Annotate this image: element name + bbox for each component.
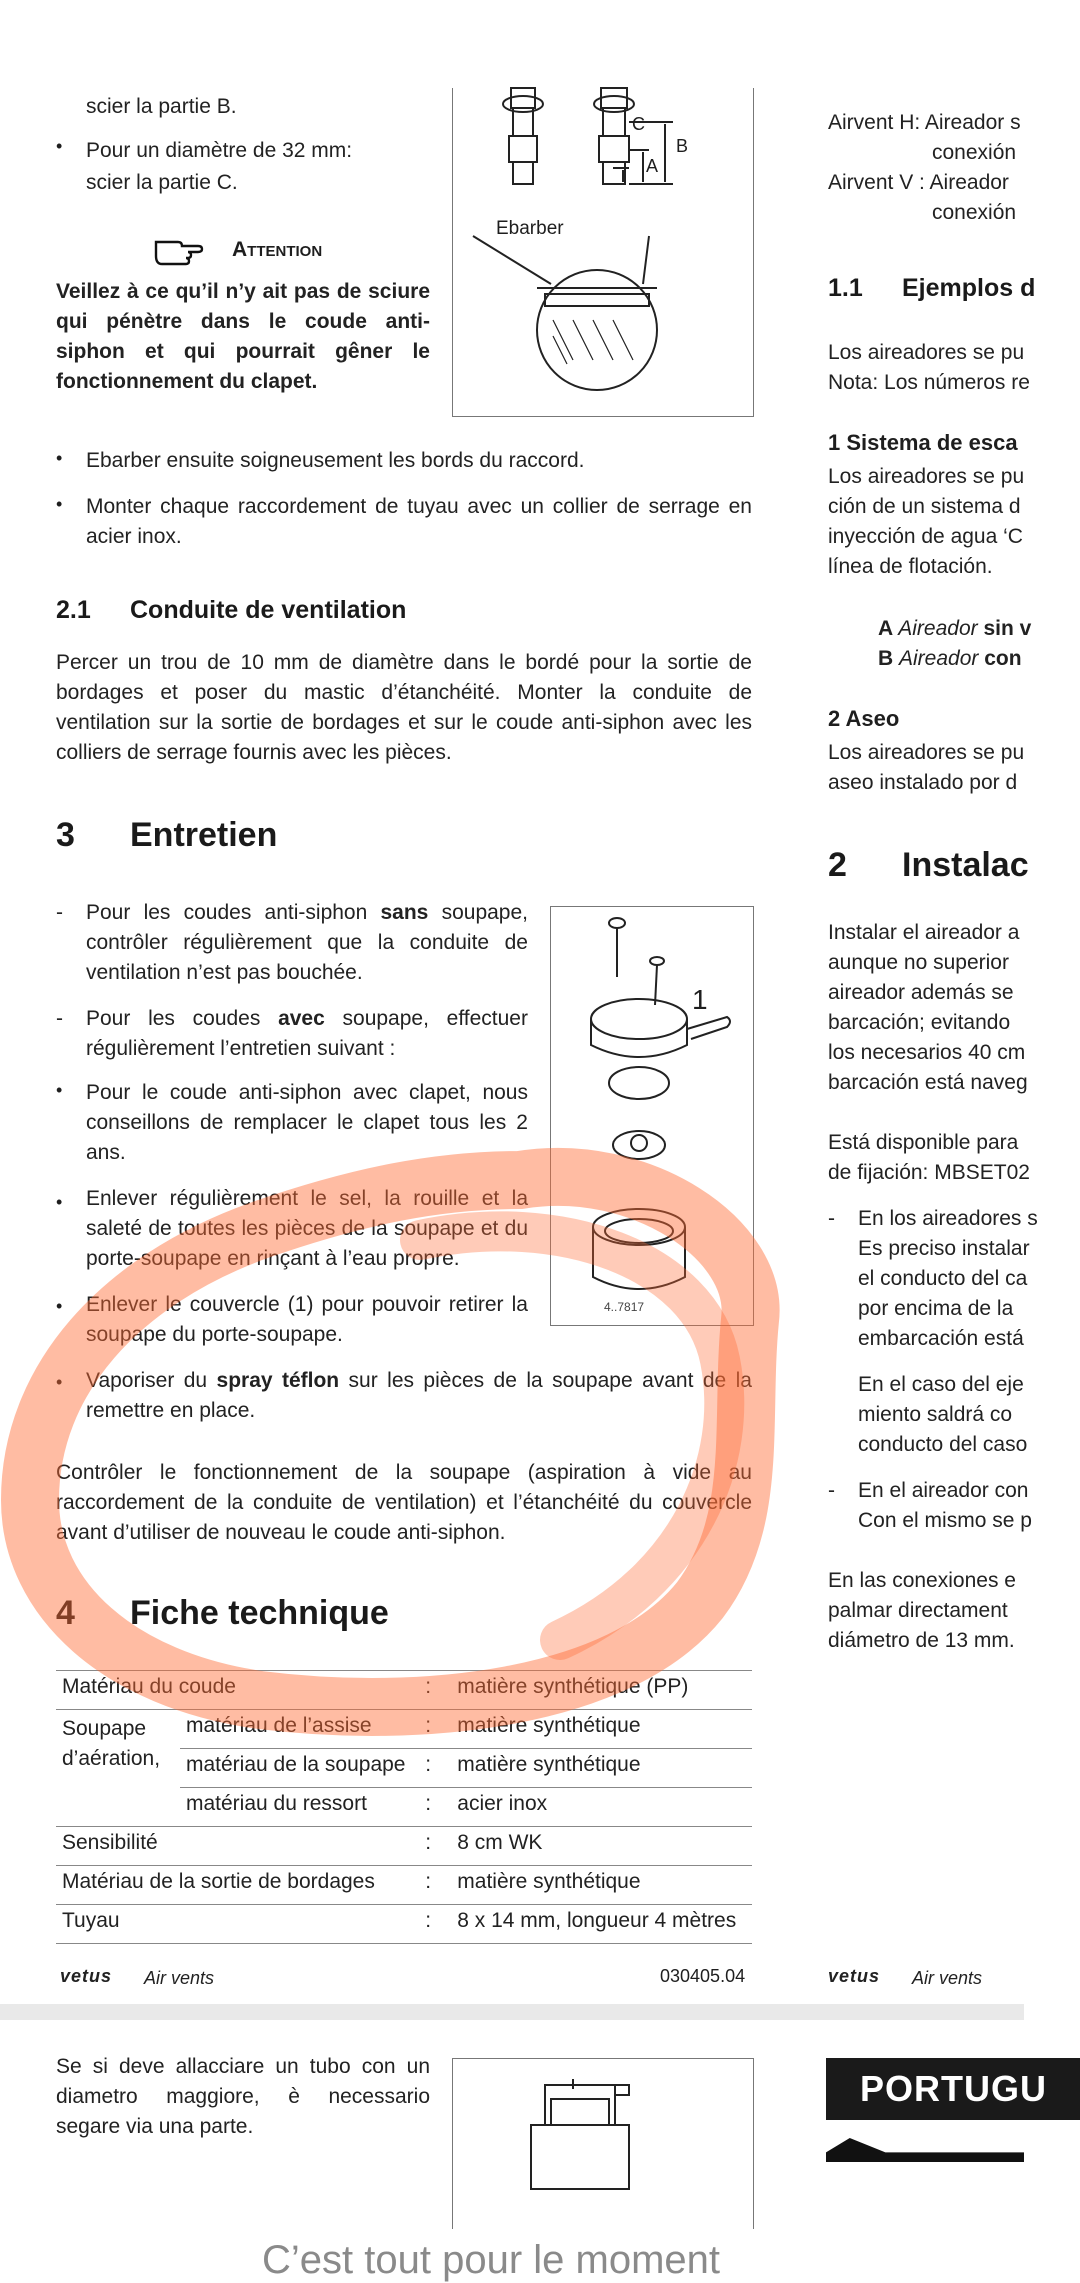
text-line: el conducto del ca (858, 1267, 1028, 1290)
attention-title: Attention (232, 238, 323, 261)
bullet: • (56, 136, 63, 156)
table-row (56, 1866, 752, 1905)
bullet: • (56, 1192, 63, 1212)
text-line: palmar directament (828, 1599, 1008, 1622)
table-cell: matériau de la soupape (180, 1749, 419, 1788)
footer-code: 030405.04 (660, 1966, 746, 1986)
entretien-item: Vaporiser du spray téflon sur les pièces de la soupape avant de la remettre en place. (86, 1369, 752, 1422)
table-cell: Soupape d’aération, (62, 1717, 161, 1770)
text-line: por encima de la (858, 1297, 1014, 1320)
entretien-item: Enlever le couvercle (1) pour pouvoir retirer la soupape du porte-soupape. (86, 1293, 528, 1346)
bullet-text: Monter chaque raccordement de tuyau avec un collier de serrage en acier inox. (86, 495, 752, 548)
entretien-item: Enlever régulièrement le sel, la rouille et la saleté de toutes les pièces de la soupape et du porte-soupape en rinçant à l’eau propre. (86, 1187, 528, 1270)
dash: - (56, 1007, 63, 1030)
cropped-heading (826, 2138, 1024, 2162)
text-line: Airvent V : Aireador (828, 171, 1009, 194)
table-row (56, 1710, 752, 1749)
text-line: Los aireadores se pu (828, 341, 1025, 364)
text-line: Pour un diamètre de 32 mm: (86, 139, 353, 162)
section-title: Instalac (902, 846, 1029, 884)
text-line: miento saldrá co (858, 1403, 1013, 1426)
entretien-item: Pour les coudes avec soupape, effectuer régulièrement l’entretien suivant : (86, 1007, 528, 1060)
vetus-logo: vetus (60, 1966, 113, 1986)
next-page-text: Se si deve allacciare un tubo con un diametro maggiore, è necessario segare via una parte. (56, 2055, 430, 2138)
table-cell: 8 x 14 mm, longueur 4 mètres (451, 1905, 752, 1944)
language-banner: PORTUGU (826, 2058, 1080, 2120)
table-row (56, 1671, 752, 1710)
table-cell: : (419, 1905, 451, 1944)
text-line: Con el mismo se p (858, 1509, 1032, 1532)
section-title: Fiche technique (130, 1594, 389, 1632)
bullet: • (56, 494, 63, 514)
table-cell: : (419, 1749, 451, 1788)
text-line: scier la partie B. (86, 95, 237, 118)
text-line: Es preciso instalar (858, 1237, 1030, 1260)
table-cell: matière synthétique (PP) (457, 1675, 689, 1698)
text-line: aireador además se (828, 981, 1014, 1004)
text-line: diámetro de 13 mm. (828, 1629, 1015, 1652)
text-line: En el caso del eje (858, 1373, 1024, 1396)
table-cell: : (419, 1866, 451, 1905)
footer-text: Air vents (144, 1968, 215, 1988)
text-line: Airvent H: Aireador s (828, 111, 1021, 134)
section-number: 1.1 (828, 274, 863, 302)
table-cell: matériau de l’assise (180, 1710, 419, 1749)
table-cell: : (419, 1710, 451, 1749)
text-line: En los aireadores s (858, 1207, 1038, 1230)
text-line: scier la partie C. (86, 171, 238, 194)
table-cell: : (419, 1827, 451, 1866)
text-line: los necesarios 40 cm (828, 1041, 1026, 1064)
section-number: 2 (828, 846, 847, 884)
text-line: de fijación: MBSET02 (828, 1161, 1030, 1184)
bullet: • (56, 448, 63, 468)
table-cell: : (425, 1675, 432, 1698)
table-cell: matière synthétique (451, 1710, 752, 1749)
bullet-text: Ebarber ensuite soigneusement les bords du raccord. (86, 449, 585, 472)
subsection-title: 1 Sistema de esca (828, 430, 1018, 455)
section-number: 3 (56, 816, 75, 854)
bullet: • (56, 1296, 63, 1316)
section-text: Percer un trou de 10 mm de diamètre dans le bordé pour la sortie de bordages et poser du mastic d’étanchéité. Monter la conduite de ventilation sur la sortie de bordages et sur le coude anti-siphon avec les colliers de serrage fournis avec les pièces. (56, 651, 752, 764)
text-line: Instalar el aireador a (828, 921, 1020, 944)
table-row (56, 1827, 752, 1866)
text-line: En las conexiones e (828, 1569, 1016, 1592)
text-line: Está disponible para (828, 1131, 1019, 1154)
figure-valve-parts (550, 906, 754, 1326)
dash: - (828, 1207, 835, 1230)
text-line: conexión (932, 141, 1017, 164)
controle-text: Contrôler le fonctionnement de la soupape (aspiration à vide au raccordement de la conduite de ventilation) et l’étanchéité du couvercle avant d’utiliser de nouveau le coude anti-siphon. (56, 1461, 752, 1544)
table-cell: : (419, 1788, 451, 1827)
text-line: Los aireadores se pu (828, 465, 1025, 488)
section-title: Entretien (130, 816, 278, 854)
dash: - (56, 901, 63, 924)
gutter (784, 0, 785, 1990)
figure-sawing (452, 88, 754, 417)
list-item: B Aireador con (878, 647, 1022, 670)
section-number: 4 (56, 1594, 75, 1632)
bullet: • (56, 1080, 63, 1100)
text-line: aseo instalado por d (828, 771, 1018, 794)
text-line: embarcación está (858, 1327, 1024, 1350)
table-cell: matériau du ressort (180, 1788, 419, 1827)
figure-next (452, 2058, 754, 2229)
text-line: inyección de agua ‘C (828, 525, 1023, 548)
page-divider (0, 2004, 1024, 2020)
text-line: conexión (932, 201, 1017, 224)
subsection-title: 2 Aseo (828, 706, 900, 731)
text-line: línea de flotación. (828, 555, 993, 578)
footer-text: Air vents (912, 1968, 983, 1988)
table-cell: Matériau du coude (62, 1675, 236, 1698)
table-cell: matière synthétique (451, 1866, 752, 1905)
end-message: C’est tout pour le moment (262, 2238, 720, 2282)
dash: - (828, 1479, 835, 1502)
table-cell: acier inox (451, 1788, 752, 1827)
bullet: • (56, 1372, 63, 1392)
pointing-hand-icon (152, 234, 208, 269)
table-cell: Matériau de la sortie de bordages (56, 1866, 419, 1905)
section-title: Ejemplos d (902, 274, 1036, 302)
text-line: barcación; evitando (828, 1011, 1011, 1034)
table-cell: Sensibilité (56, 1827, 419, 1866)
section-title: Conduite de ventilation (130, 596, 407, 624)
entretien-item: Pour le coude anti-siphon avec clapet, nous conseillons de remplacer le clapet tous les 2 ans. (86, 1081, 528, 1164)
fig-label-c: C (632, 114, 645, 134)
text-line: Los aireadores se pu (828, 741, 1025, 764)
table-cell: matière synthétique (451, 1749, 752, 1788)
fig2-label: 1 (692, 984, 708, 1015)
text-line: barcación está naveg (828, 1071, 1028, 1094)
table-cell: 8 cm WK (451, 1827, 752, 1866)
fig2-code: 4..7817 (604, 1300, 645, 1314)
text-line: Nota: Los números re (828, 371, 1030, 394)
table-cell: Tuyau (56, 1905, 419, 1944)
spec-table (56, 1670, 752, 1944)
text-line: conducto del caso (858, 1433, 1028, 1456)
section-number: 2.1 (56, 596, 91, 624)
list-item: A Aireador sin v (878, 617, 1032, 640)
vetus-logo: vetus (828, 1966, 881, 1986)
text-line: aunque no superior (828, 951, 1009, 974)
fig-label-a: A (646, 156, 659, 176)
text-line: ción de un sistema d (828, 495, 1021, 518)
text-line: En el aireador con (858, 1479, 1029, 1502)
attention-text: Veillez à ce qu’il n’y ait pas de sciure qui pénètre dans le coude anti-siphon et qui pourrait gêner le fonctionnement du clapet. (56, 280, 430, 393)
table-row (56, 1905, 752, 1944)
entretien-item: Pour les coudes anti-siphon sans soupape, contrôler régulièrement que la conduite de ventilation n’est pas bouchée. (86, 901, 528, 984)
fig-label-b: B (676, 136, 689, 156)
fig-label-ebarber: Ebarber (496, 218, 564, 239)
